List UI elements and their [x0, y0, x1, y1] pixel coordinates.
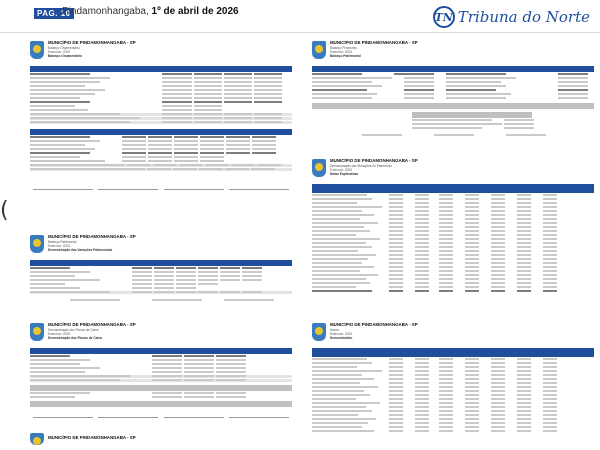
table-header: [30, 129, 292, 135]
document-balanco-financeiro: [312, 40, 594, 156]
brand-name: Tribuna do Norte: [457, 8, 590, 26]
document-section: Notas Explicativas: [330, 172, 359, 176]
brand-logo: [433, 3, 590, 31]
table-header: [30, 385, 292, 391]
document-notas-explicativas: [312, 158, 594, 318]
document-next: [30, 432, 292, 446]
municipal-crest-icon: [30, 41, 44, 59]
municipal-crest-icon: [30, 323, 44, 341]
document-section: Balanço Patrimonial: [330, 54, 361, 58]
table-header: [312, 184, 594, 193]
document-subtitle: Balanço Patrimonial: [48, 240, 77, 244]
document-demonstrativo: [312, 322, 594, 446]
stray-parenthesis: (: [0, 198, 9, 223]
document-subtitle: Anexo: [330, 328, 340, 332]
document-title: MUNICÍPIO DE PINDAMONHANGABA - SP: [48, 234, 136, 239]
brand-mark-icon: TN: [433, 6, 455, 28]
table-header: [312, 66, 594, 72]
newspaper-header: [0, 0, 600, 38]
document-section: Demonstrativo: [330, 336, 353, 340]
document-subtitle: Demonstração das Mutações do Patrimônio: [330, 164, 393, 168]
document-subtitle: Demonstração dos Fluxos de Caixa: [48, 328, 99, 332]
document-section: Demonstração dos Fluxos de Caixa: [48, 336, 102, 340]
page-badge: PAG. 10: [34, 8, 74, 19]
document-exercise: Exercício: 2025: [48, 332, 70, 336]
document-exercise: Exercício: 2025: [330, 50, 352, 54]
table-header: [312, 103, 594, 109]
document-title: MUNICÍPIO DE PINDAMONHANGABA - SP: [330, 158, 418, 163]
document-exercise: Exercício: 2025: [48, 50, 70, 54]
document-exercise: Exercício: 2025: [48, 244, 70, 248]
document-title: MUNICÍPIO DE PINDAMONHANGABA - SP: [48, 40, 136, 45]
document-subtitle: Balanço Orçamentário: [48, 46, 80, 50]
header-divider: [0, 32, 600, 33]
document-subtitle: Balanço Financeiro: [330, 46, 358, 50]
municipal-crest-icon: [312, 323, 326, 341]
table-header: [30, 348, 292, 354]
table-header: [312, 348, 594, 357]
document-title: MUNICÍPIO DE PINDAMONHANGABA - SP: [330, 322, 418, 327]
table-header: [30, 66, 292, 72]
document-balanco-orcamentario: [30, 40, 292, 225]
document-section: Demonstração das Variações Patrimoniais: [48, 248, 113, 252]
municipal-crest-icon: [30, 433, 44, 445]
signature-lines: [30, 189, 292, 190]
table-header: [30, 401, 292, 407]
municipal-crest-icon: [312, 41, 326, 59]
table-header: [412, 112, 532, 118]
table-header: [30, 260, 292, 266]
dateline-city: Pindamonhangaba,: [62, 6, 149, 17]
dateline: [62, 6, 239, 17]
document-exercise: Exercício: 2025: [330, 168, 352, 172]
municipal-crest-icon: [312, 159, 326, 177]
document-balanco-patrimonial: [30, 234, 292, 318]
document-exercise: Exercício: 2025: [330, 332, 352, 336]
document-fluxos-de-caixa: [30, 322, 292, 422]
dateline-date: 1º de abril de 2026: [151, 6, 239, 17]
document-title: MUNICÍPIO DE PINDAMONHANGABA - SP: [48, 322, 136, 327]
document-title: MUNICÍPIO DE PINDAMONHANGABA - SP: [330, 40, 418, 45]
signature-lines: [30, 417, 292, 418]
municipal-crest-icon: [30, 235, 44, 253]
document-title: MUNICÍPIO DE PINDAMONHANGABA - SP: [48, 435, 136, 440]
document-section: Balanço Orçamentário: [48, 54, 83, 58]
